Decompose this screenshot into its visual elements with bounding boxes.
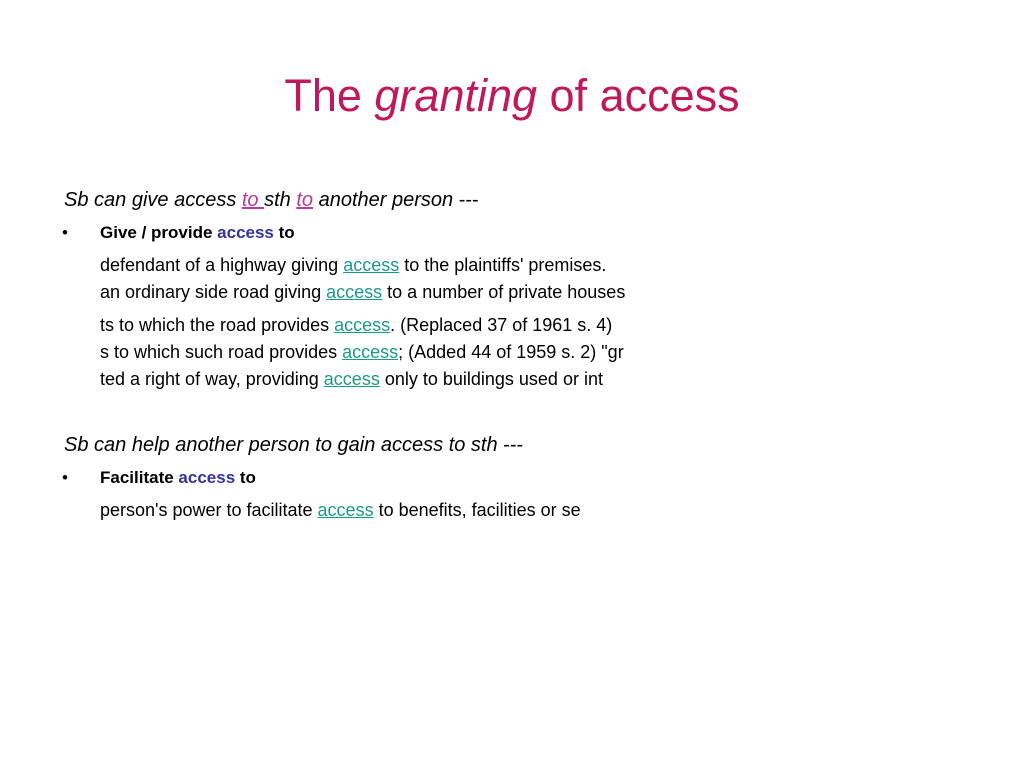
example-text: s to which such road provides bbox=[100, 342, 343, 362]
example-text: to benefits, facilities or se bbox=[373, 500, 581, 520]
section1-intro bbox=[64, 187, 479, 213]
example-text: . (Replaced 37 of 1961 s. 4) bbox=[390, 315, 613, 335]
intro-text: Sb can help another person to gain access to sth bbox=[64, 434, 504, 456]
heading-keyword: access bbox=[178, 468, 236, 487]
access-link[interactable]: access bbox=[334, 315, 391, 335]
section2-intro bbox=[64, 432, 523, 458]
example-text: to the plaintiffs' premises. bbox=[399, 255, 607, 275]
example-line bbox=[100, 365, 603, 394]
intro-text: sth bbox=[264, 189, 297, 211]
intro-text: another person bbox=[313, 189, 459, 211]
heading-text: to bbox=[273, 223, 295, 242]
heading-text: Facilitate bbox=[100, 468, 179, 487]
example-line bbox=[100, 278, 625, 307]
access-link[interactable]: access bbox=[326, 282, 383, 302]
bullet-icon: • bbox=[62, 223, 68, 242]
example-text: person's power to facilitate bbox=[100, 500, 318, 520]
intro-dash: --- bbox=[503, 434, 524, 456]
example-text: ts to which the road provides bbox=[100, 315, 335, 335]
example-text: defendant of a highway giving bbox=[100, 255, 344, 275]
access-link[interactable]: access bbox=[343, 255, 400, 275]
example-line bbox=[100, 311, 612, 340]
heading-keyword: access bbox=[217, 223, 274, 242]
access-link[interactable]: access bbox=[342, 342, 399, 362]
access-link[interactable]: access bbox=[317, 500, 374, 520]
heading-text: to bbox=[235, 468, 256, 487]
bullet-icon: • bbox=[62, 468, 68, 487]
example-line bbox=[100, 496, 581, 525]
example-text: only to buildings used or int bbox=[379, 369, 603, 389]
to-link[interactable]: to bbox=[296, 189, 314, 211]
intro-text: Sb can give access bbox=[64, 189, 242, 211]
example-text: ted a right of way, providing bbox=[100, 369, 324, 389]
title-post: of access bbox=[537, 70, 740, 121]
example-line bbox=[100, 251, 606, 280]
bullet-heading bbox=[100, 468, 256, 487]
example-text: to a number of private houses bbox=[382, 282, 626, 302]
heading-text: Give / provide bbox=[100, 223, 218, 242]
title-emphasis: granting bbox=[374, 70, 538, 121]
intro-dash: --- bbox=[458, 189, 479, 211]
example-line bbox=[100, 338, 624, 367]
section1-bullet bbox=[62, 222, 295, 244]
access-link[interactable]: access bbox=[323, 369, 380, 389]
page-title bbox=[0, 66, 1024, 126]
section2-bullet bbox=[62, 467, 256, 489]
bullet-heading bbox=[100, 223, 295, 242]
example-text: ; (Added 44 of 1959 s. 2) "gr bbox=[398, 342, 624, 362]
example-text: an ordinary side road giving bbox=[100, 282, 327, 302]
to-link[interactable]: to bbox=[241, 189, 265, 211]
title-pre: The bbox=[284, 70, 375, 121]
